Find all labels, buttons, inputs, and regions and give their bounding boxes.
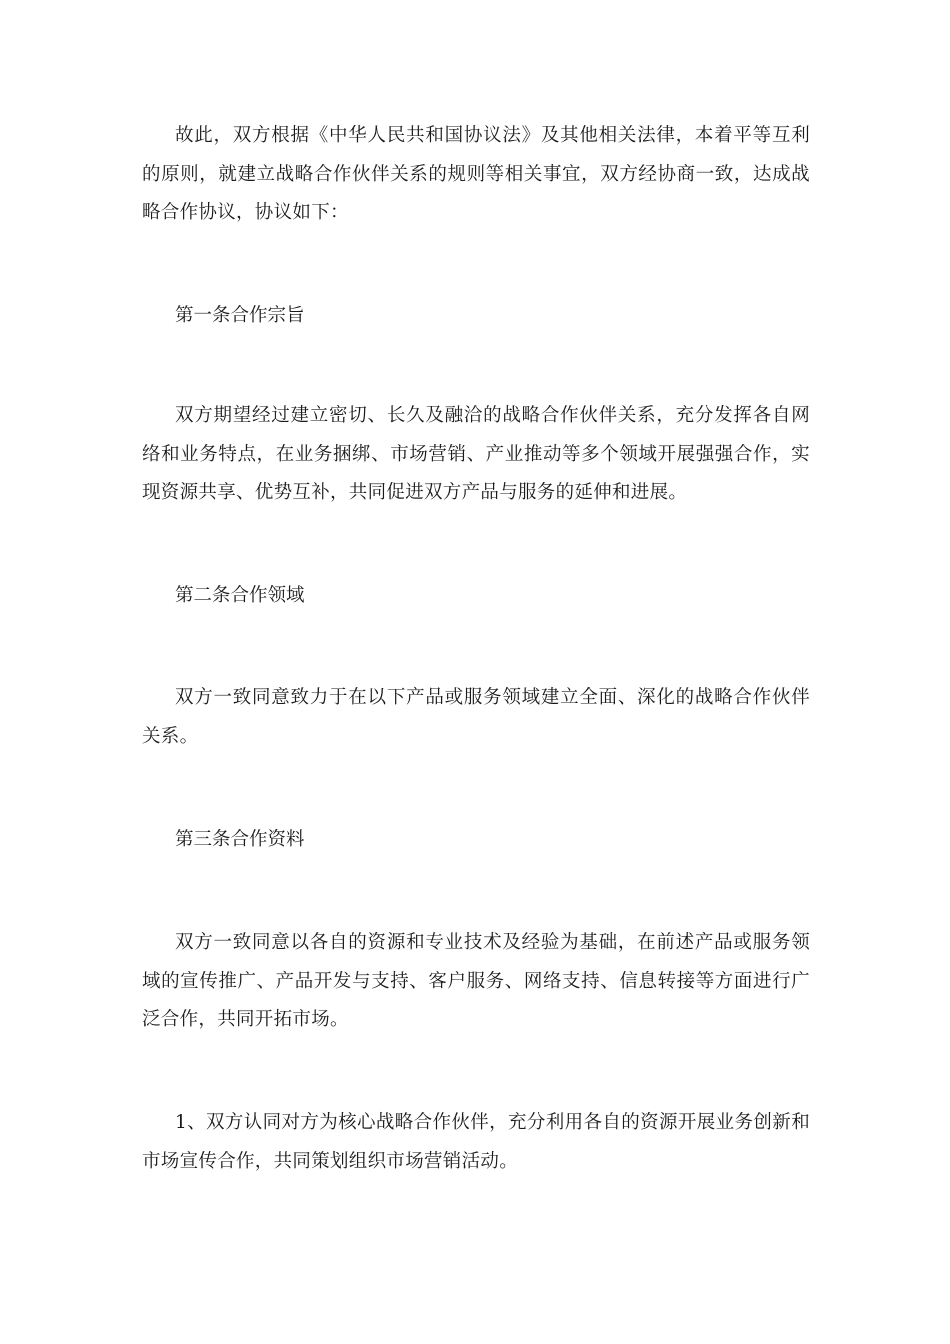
article3-body: 双方一致同意以各自的资源和专业技术及经验为基础，在前述产品或服务领域的宣传推广、产品开发与支持、客户服务、网络支持、信息转接等方面进行广泛合作，共同开拓市场。 <box>142 932 810 1030</box>
list-item-1: 1、双方认同对方为核心战略合作伙伴，充分利用各自的资源开展业务创新和市场宣传合作，共同策划组织市场营销活动。 <box>142 1112 810 1172</box>
preamble-paragraph: 故此，双方根据《中华人民共和国协议法》及其他相关法律，本着平等互利的原则，就建立战略合作伙伴关系的规则等相关事宜，双方经协商一致，达成战略合作协议，协议如下： <box>142 125 810 223</box>
article1-body: 双方期望经过建立密切、长久及融洽的战略合作伙伴关系，充分发挥各自网络和业务特点，在业务捆绑、市场营销、产业推动等多个领域开展强强合作，实现资源共享、优势互补，共同促进双方产品与服务的延伸和进展。 <box>142 405 810 503</box>
article2-body: 双方一致同意致力于在以下产品或服务领域建立全面、深化的战略合作伙伴关系。 <box>142 687 810 747</box>
article1-title: 第一条合作宗旨 <box>175 305 305 326</box>
article3-title: 第三条合作资料 <box>175 829 305 850</box>
article2-title: 第二条合作领域 <box>175 585 305 606</box>
